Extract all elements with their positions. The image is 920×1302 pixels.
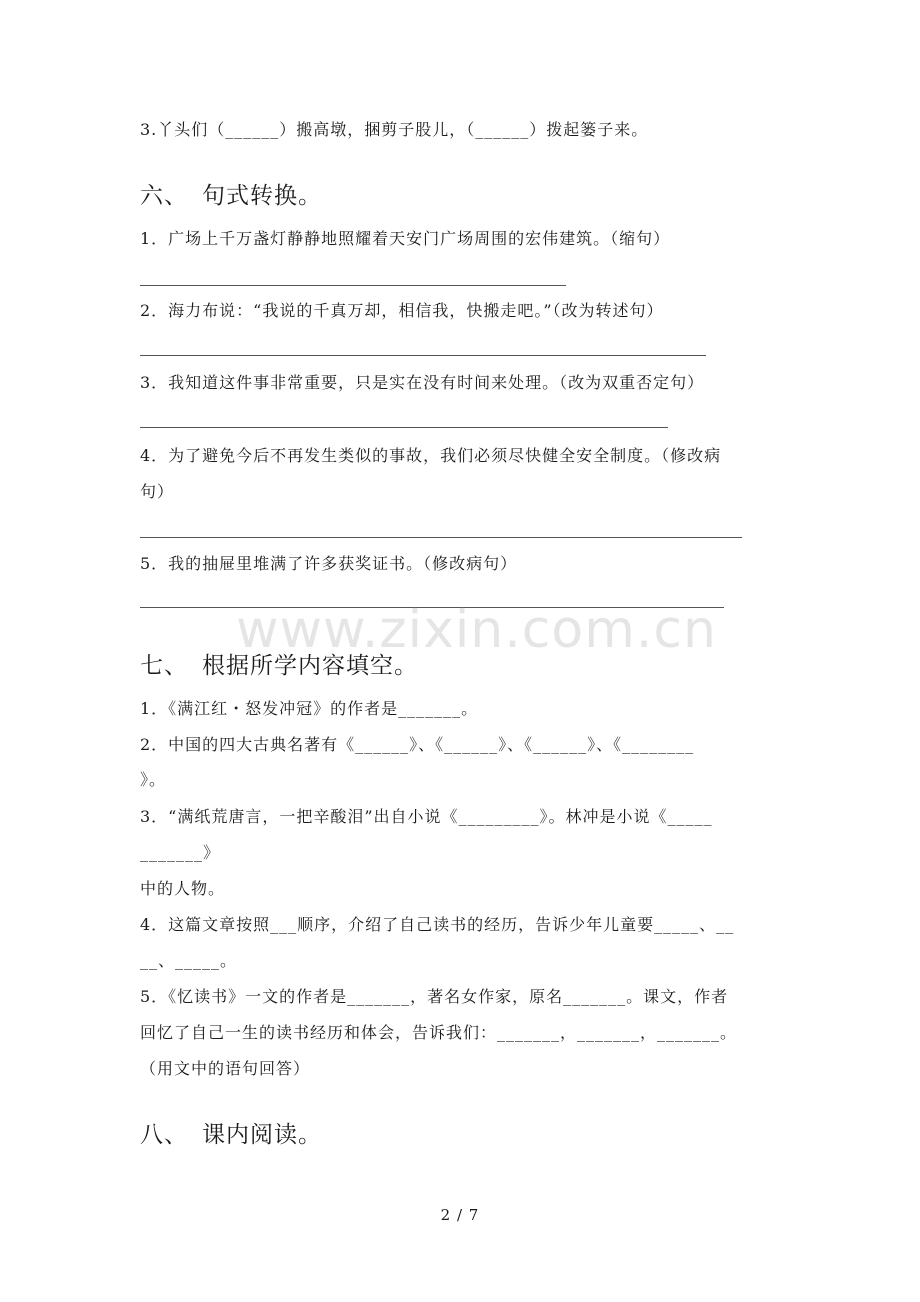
s6-question-4-line-2: 句） [140,482,175,501]
s7-question-2-line-1: 2．中国的四大古典名著有《______》、《______》、《______》、《________ [140,735,695,754]
s7-question-3-line-1: 3．“满纸荒唐言，一把辛酸泪”出自小说《_________》。林冲是小说《_____ [140,807,713,826]
s6-question-2: 2．海力布说：“我说的千真万却，相信我，快搬走吧。”（改为转述句） [140,301,664,320]
page-number: 2 / 7 [440,1206,480,1224]
watermark: www.zixin.com.cn [236,600,717,660]
answer-line-2 [140,355,706,356]
section-7-number: 七、 [140,653,188,679]
section-8-title: 课内阅读。 [202,1122,322,1148]
s6-question-4-line-1: 4．为了避免今后不再发生类似的事故，我们必须尽快健全安全制度。（修改病 [140,446,722,465]
answer-line-1 [140,285,566,286]
answer-line-3 [140,427,668,428]
s6-question-5: 5．我的抽屉里堆满了许多获奖证书。（修改病句） [140,554,518,573]
s6-question-3: 3．我知道这件事非常重要，只是实在没有时间来处理。（改为双重否定句） [140,373,705,392]
section-8-heading [140,1120,322,1150]
question-3-fill-blank: 3.丫头们（______）搬高墩，捆剪子股儿，（______）拨起篓子来。 [140,120,649,139]
section-7-heading [140,651,418,681]
s7-question-3-line-2: _______》 [140,843,221,862]
section-7-title: 根据所学内容填空。 [202,653,418,679]
s7-question-3-line-3: 中的人物。 [140,879,226,898]
s6-question-1: 1．广场上千万盏灯静静地照耀着天安门广场周围的宏伟建筑。（缩句） [140,229,671,248]
section-6-heading [140,181,322,211]
s7-question-4-line-1: 4．这篇文章按照___顺序，介绍了自己读书的经历，告诉少年儿童要_____、__ [140,915,735,934]
s7-question-2-line-2: 》。 [140,770,167,789]
s7-question-4-line-2: __、_____。 [140,951,238,970]
section-6-number: 六、 [140,183,188,209]
s7-question-1: 1．《满江红・怒发冲冠》的作者是_______。 [140,699,479,718]
section-8-number: 八、 [140,1122,188,1148]
section-6-title: 句式转换。 [202,183,322,209]
s7-question-5-line-3: （用文中的语句回答） [140,1059,311,1078]
s7-question-5-line-2: 回忆了自己一生的读书经历和体会，告诉我们：_______，_______，_______。 [140,1023,738,1042]
s7-question-5-line-1: 5．《忆读书》一文的作者是_______，著名女作家，原名_______。课文，作者 [140,987,729,1006]
answer-line-4 [140,537,742,538]
